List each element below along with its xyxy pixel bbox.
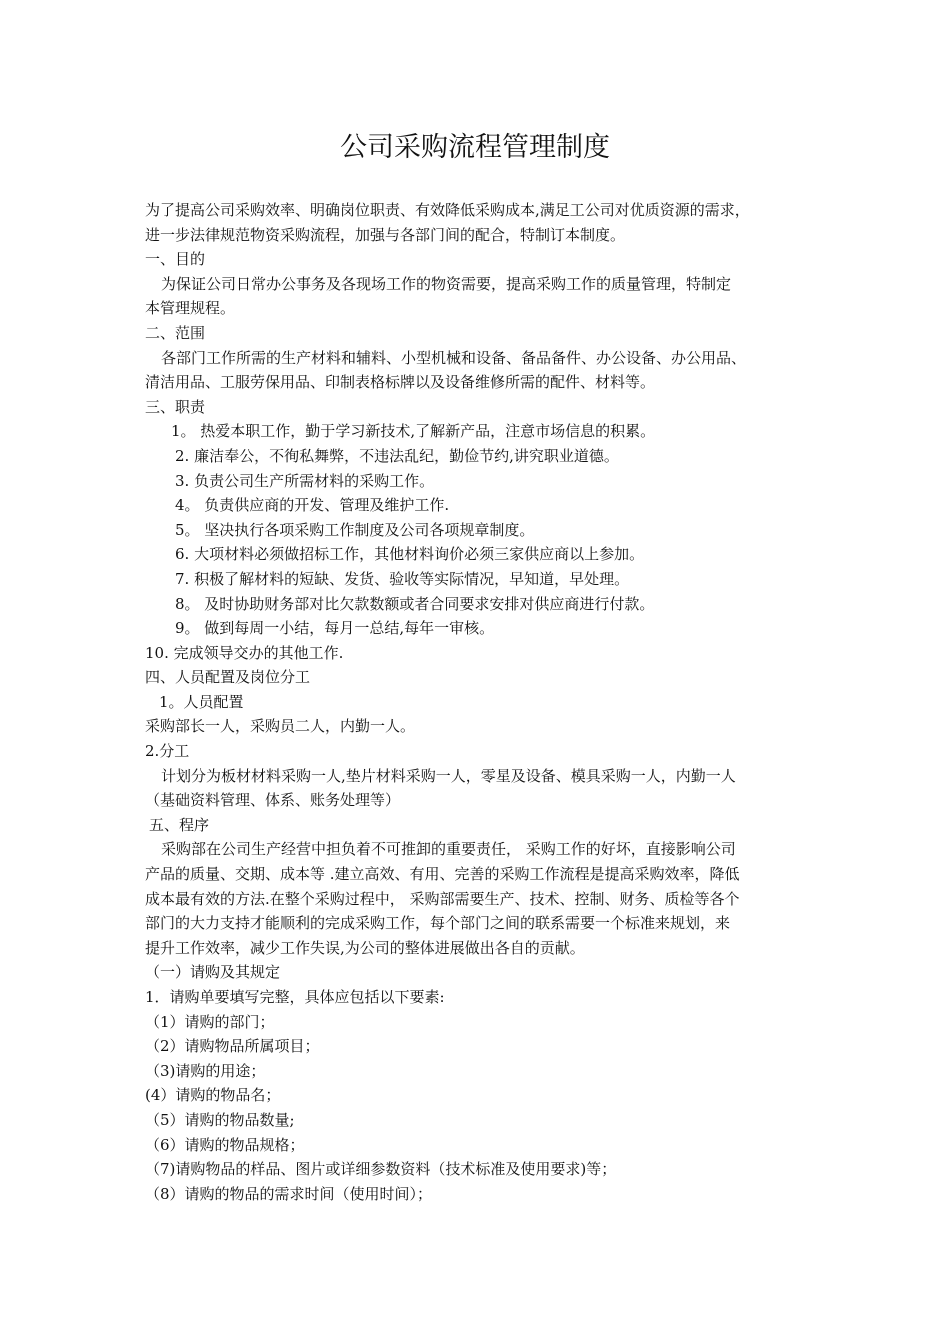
requisition-item: （3)请购的用途；	[145, 1061, 266, 1080]
intro-line: 进一步法律规范物资采购流程，加强与各部门间的配合，特制订本制度。	[145, 225, 626, 244]
procedure-text: 成本最有效的方法.在整个采购过程中， 采购部需要生产、技术、控制、财务、质检等各个	[145, 889, 740, 908]
duty-item: 9。 做到每周一小结，每月一总结,每年一审核。	[175, 619, 495, 638]
section-heading-duties: 三、职责	[145, 397, 206, 416]
intro-line: 为了提高公司采购效率、明确岗位职责、有效降低采购成本,满足工公司对优质资源的需求，	[145, 201, 750, 219]
document-body	[145, 198, 825, 1206]
duty-item: 8。 及时协助财务部对比欠款数额或者合同要求安排对供应商进行付款。	[175, 594, 655, 613]
requisition-item: （7)请购物品的样品、图片或详细参数资料（技术标准及使用要求)等；	[145, 1160, 617, 1179]
duty-item: 6. 大项材料必须做招标工作，其他材料询价必须三家供应商以上参加。	[175, 545, 645, 564]
staffing-text: 采购部长一人，采购员二人，内勤一人。	[145, 717, 416, 736]
requisition-item: (4）请购的物品名；	[145, 1086, 281, 1105]
section-heading-procedure: 五、程序	[149, 815, 210, 834]
duty-item: 5。 坚决执行各项采购工作制度及公司各项规章制度。	[175, 520, 535, 539]
section-heading-purpose: 一、目的	[145, 250, 206, 269]
requisition-item: （5）请购的物品数量;	[145, 1110, 295, 1129]
duty-item: 1。 热爱本职工作，勤于学习新技术,了解新产品，注意市场信息的积累。	[171, 422, 656, 441]
procedure-text: 部门的大力支持才能顺利的完成采购工作，每个部门之间的联系需要一个标准来规划，来	[145, 914, 731, 933]
requisition-intro: 1．请购单要填写完整，具体应包括以下要素:	[145, 988, 445, 1006]
requisition-item: （8）请购的物品的需求时间（使用时间）；	[145, 1184, 433, 1203]
requisition-item: （6）请购的物品规格；	[145, 1135, 305, 1154]
duty-item: 7. 积极了解材料的短缺、发货、验收等实际情况，早知道，早处理。	[175, 569, 630, 588]
division-subheading: 2.分工	[145, 742, 190, 761]
procedure-text: 提升工作效率，减少工作失误,为公司的整体进展做出各自的贡献。	[145, 938, 585, 957]
scope-text: 各部门工作所需的生产材料和辅料、小型机械和设备、备品备件、办公设备、办公用品、	[161, 348, 747, 367]
division-text: 计划分为板材材料采购一人,垫片材料采购一人，零星及设备、模具采购一人，内勤一人	[161, 766, 736, 785]
requisition-item: （1）请购的部门；	[145, 1012, 275, 1031]
requisition-item: （2）请购物品所属项目；	[145, 1037, 320, 1056]
section-heading-scope: 二、范围	[145, 323, 206, 342]
section-heading-staffing: 四、人员配置及岗位分工	[145, 668, 311, 687]
procedure-text: 采购部在公司生产经营中担负着不可推卸的重要责任， 采购工作的好坏，直接影响公司	[161, 840, 736, 859]
procedure-text: 产品的质量、交期、成本等 .建立高效、有用、完善的采购工作流程是提高采购效率，降低	[145, 865, 740, 884]
scope-text: 清洁用品、工服劳保用品、印制表格标牌以及设备维修所需的配件、材料等。	[145, 373, 656, 392]
requisition-subheading: （一）请购及其规定	[145, 963, 281, 982]
staffing-subheading: 1。人员配置	[159, 692, 244, 711]
document-title: 公司采购流程管理制度	[340, 132, 610, 163]
division-text: （基础资料管理、体系、账务处理等）	[145, 791, 401, 810]
duty-item: 2. 廉洁奉公，不徇私舞弊，不违法乱纪，勤俭节约,讲究职业道德。	[175, 446, 619, 465]
duty-item: 10. 完成领导交办的其他工作.	[145, 643, 344, 662]
duty-item: 4。 负责供应商的开发、管理及维护工作.	[175, 496, 450, 515]
purpose-text: 为保证公司日常办公事务及各现场工作的物资需要，提高采购工作的质量管理，特制定	[161, 274, 732, 293]
duty-item: 3. 负责公司生产所需材料的采购工作。	[175, 471, 435, 490]
purpose-text: 本管理规程。	[145, 299, 236, 318]
